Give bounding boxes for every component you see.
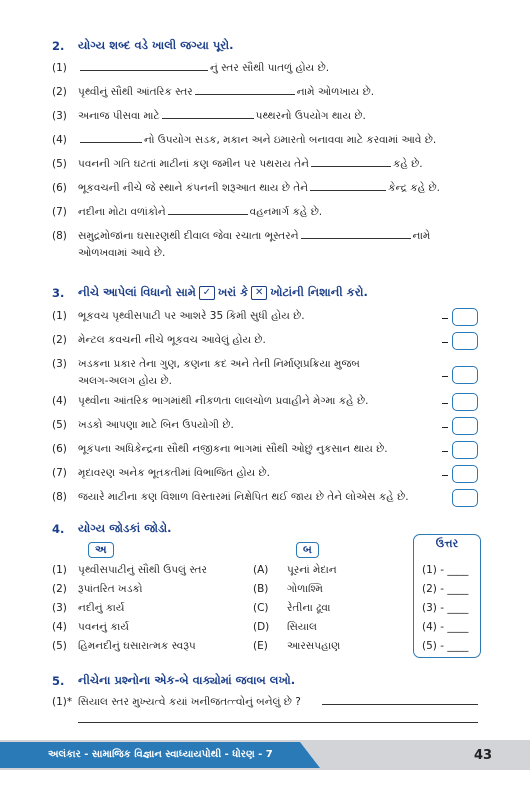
- item-text: કેન્દ્ર કહે છે.: [388, 182, 440, 194]
- column-b-letter: (B): [253, 583, 269, 595]
- dash-marker: [442, 427, 448, 428]
- footer-book-title: અલંકાર - સામાજિક વિજ્ઞાન સ્વાધ્યાયપોથી - ધોરણ - 7: [48, 749, 273, 760]
- column-a-item: હિમનદીનું ઘસારાત્મક સ્વરૂપ: [78, 640, 196, 652]
- column-b-item: ગોળાશ્મિ: [287, 583, 323, 595]
- fill-item-6: [52, 180, 500, 197]
- item-number: (2): [52, 334, 67, 346]
- row-number: (2): [52, 583, 67, 595]
- match-row-3: [52, 600, 469, 617]
- tick-icon: ✓: [199, 286, 215, 300]
- item-text: નું સ્તર સૌથી પાતળું હોય છે.: [210, 62, 330, 74]
- item-number: (3): [52, 110, 67, 122]
- fill-item-5: [52, 156, 500, 173]
- column-b-header: બ: [296, 542, 319, 558]
- section-3-title-part-b: ખરાં કે: [217, 285, 249, 299]
- item-text: મેન્ટલ કવચની નીચે ભૂકવચ આવેલું હોય છે.: [78, 334, 266, 346]
- answer-box[interactable]: [452, 489, 478, 507]
- section-4-number: 4.: [52, 521, 65, 536]
- item-text: સિયાલ સ્તર મુખ્યત્વે કયાં ખનીજતત્ત્વોનું બનેલું છે ?: [78, 696, 301, 708]
- answer-line[interactable]: [322, 704, 478, 705]
- item-text: સમુદ્રમોજાંના ઘસારણથી દીવાલ જેવા રચાતા ભૂસ્તરને: [78, 230, 299, 242]
- section-4-heading: [52, 521, 172, 536]
- blank-field[interactable]: [80, 134, 142, 143]
- item-number: (2): [52, 86, 67, 98]
- answer-slot[interactable]: (4) - ____: [422, 621, 469, 633]
- column-b-letter: (A): [253, 564, 269, 576]
- column-b-item: આરસપહાણ: [287, 640, 341, 652]
- section-2-number: 2.: [52, 38, 65, 53]
- match-row-1: [52, 562, 469, 579]
- item-text: ખડકના પ્રકાર તેના ગુણ, કણના કદ અને તેની નિર્માણપ્રક્રિયા મુજબ: [78, 358, 360, 370]
- match-row-2: [52, 581, 469, 598]
- item-number: (8): [52, 491, 67, 503]
- tf-item-3: [52, 356, 500, 390]
- tf-item-4: [52, 393, 500, 410]
- cross-icon: ✕: [251, 286, 267, 300]
- item-text: અનાજ પીસવા માટે: [78, 110, 160, 122]
- blank-field[interactable]: [301, 230, 411, 239]
- dash-marker: [442, 376, 448, 377]
- column-b-item: રેતીના ઢૂવા: [287, 602, 331, 614]
- blank-field[interactable]: [162, 110, 254, 119]
- item-text: કહે છે.: [392, 158, 423, 170]
- tf-item-1: [52, 308, 500, 325]
- blank-field[interactable]: [80, 62, 208, 71]
- column-a-item: નદીનું કાર્ય: [78, 602, 125, 614]
- item-number: (7): [52, 467, 67, 479]
- item-text: નો ઉપયોગ સડક, મકાન અને ઇમારતો બનાવવા માટે કરવામાં આવે છે.: [144, 134, 437, 146]
- item-number: (1)*: [52, 696, 73, 708]
- section-3-heading: [52, 285, 368, 300]
- item-text: ભૂકવચની નીચે જે સ્થાને કંપનની શરૂઆત થાય છે તેને: [78, 182, 309, 194]
- section-3-title-part-c: ખોટાંની નિશાની કરો.: [270, 285, 368, 299]
- column-a-item: પવનનું કાર્ય: [78, 621, 129, 633]
- column-b-item: પૂરનાં મેદાન: [287, 564, 337, 576]
- column-b-letter: (E): [253, 640, 268, 652]
- answer-header: ઉત્તર: [435, 537, 459, 550]
- item-number: (6): [52, 443, 67, 455]
- row-number: (5): [52, 640, 67, 652]
- item-text-continued: ઓળખવામાં આવે છે.: [78, 247, 166, 259]
- item-text: નામે ઓળખાય છે.: [296, 86, 375, 98]
- tf-item-2: [52, 332, 500, 349]
- answer-slot[interactable]: (2) - ____: [422, 583, 469, 595]
- item-number: (4): [52, 395, 67, 407]
- fill-item-4: [52, 132, 500, 149]
- item-number: (1): [52, 310, 67, 322]
- column-a-item: પૃથ્વીસપાટીનું સૌથી ઉપલું સ્તર: [78, 564, 207, 576]
- section-3-number: 3.: [52, 285, 65, 300]
- item-text: ખડકો આપણા માટે બિન ઉપયોગી છે.: [78, 419, 234, 431]
- fill-item-7: [52, 204, 500, 221]
- answer-box[interactable]: [452, 332, 478, 350]
- column-b-letter: (D): [253, 621, 270, 633]
- item-number: (4): [52, 134, 67, 146]
- column-a-header: અ: [88, 542, 114, 558]
- answer-slot[interactable]: (3) - ____: [422, 602, 469, 614]
- dash-marker: [442, 318, 448, 319]
- answer-slot[interactable]: (1) - ____: [422, 564, 469, 576]
- row-number: (1): [52, 564, 67, 576]
- match-row-4: [52, 619, 469, 636]
- item-number: (3): [52, 358, 67, 370]
- match-row-5: [52, 638, 469, 655]
- column-b-item: સિયાલ: [287, 621, 317, 633]
- section-5-heading: [52, 673, 295, 688]
- blank-field[interactable]: [311, 158, 391, 167]
- row-number: (3): [52, 602, 67, 614]
- section-2-title: યોગ્ય શબ્દ વડે ખાલી જગ્યા પૂરો.: [78, 38, 234, 52]
- dash-marker: [442, 451, 448, 452]
- fill-item-2: [52, 84, 500, 101]
- column-b-letter: (C): [253, 602, 269, 614]
- item-text-continued: અલગ-અલગ હોય છે.: [78, 375, 172, 387]
- row-number: (4): [52, 621, 67, 633]
- dash-marker: [442, 403, 448, 404]
- section-5-title: નીચેના પ્રશ્નોના એક-બે વાક્યોમાં જવાબ લખો.: [78, 673, 296, 687]
- short-answer-item-1: [52, 694, 500, 711]
- item-number: (5): [52, 419, 67, 431]
- blank-field[interactable]: [168, 206, 248, 215]
- item-text: મૃદાવરણ અનેક ભૂતકતીમાં વિભાજિત હોય છે.: [78, 467, 271, 479]
- section-3-title-part-a: નીચે આપેલાં વિધાનો સામે: [78, 285, 196, 299]
- answer-slot[interactable]: (5) - ____: [422, 640, 469, 652]
- answer-box[interactable]: [452, 417, 478, 435]
- item-number: (8): [52, 230, 67, 242]
- item-text: પૃથ્વીનું સૌથી આંતરિક સ્તર: [78, 86, 193, 98]
- item-number: (6): [52, 182, 67, 194]
- item-text: પવનની ગતિ ઘટતાં માટીનાં કણ જમીન પર પથરાય તેને: [78, 158, 309, 170]
- item-text: જયારે માટીના કણ વિશાળ વિસ્તારમાં નિક્ષેપિત થઈ જાય છે તેને લોએસ કહે છે.: [78, 491, 409, 503]
- section-4-title: યોગ્ય જોડકાં જોડો.: [78, 521, 172, 535]
- item-text: નદીના મોટા વળાંકોને: [78, 206, 166, 218]
- fill-item-3: [52, 108, 500, 125]
- answer-box[interactable]: [452, 441, 478, 459]
- section-2-heading: [52, 38, 233, 53]
- item-number: (7): [52, 206, 67, 218]
- answer-box[interactable]: [452, 465, 478, 483]
- item-text: ભૂકવચ પૃથ્વીસપાટી પર આશરે 35 કિમી સુધી હોય છે.: [78, 310, 305, 322]
- item-text: ભૂકંપના અધિકેન્દ્રના સૌથી નજીકના ભાગમાં સૌથી ઓછું નુકસાન થાય છે.: [78, 443, 388, 455]
- blank-field[interactable]: [310, 182, 386, 191]
- item-text: નામે: [412, 230, 431, 242]
- tf-item-7: [52, 465, 500, 482]
- item-text: વહનમાર્ગ કહે છે.: [249, 206, 323, 218]
- blank-field[interactable]: [195, 86, 295, 95]
- section-5-number: 5.: [52, 673, 65, 688]
- dash-marker: [442, 342, 448, 343]
- tf-item-6: [52, 441, 500, 458]
- fill-item-8: [52, 228, 500, 262]
- answer-line[interactable]: [78, 722, 478, 723]
- item-number: (1): [52, 62, 67, 74]
- page-number: 43: [474, 748, 493, 763]
- item-number: (5): [52, 158, 67, 170]
- tf-item-8: [52, 489, 500, 506]
- fill-item-1: [52, 60, 500, 77]
- answer-box[interactable]: [452, 366, 478, 384]
- column-a-item: રૂપાંતરિત ખડકો: [78, 583, 143, 595]
- item-text: પથ્થરનો ઉપયોગ થાય છે.: [255, 110, 366, 122]
- dash-marker: [442, 475, 448, 476]
- answer-box[interactable]: [452, 308, 478, 326]
- answer-box[interactable]: [452, 393, 478, 411]
- tf-item-5: [52, 417, 500, 434]
- item-text: પૃથ્વીના આંતરિક ભાગમાંથી નીકળતા લાલચોળ પ્રવાહીને મેગ્મા કહે છે.: [78, 395, 369, 407]
